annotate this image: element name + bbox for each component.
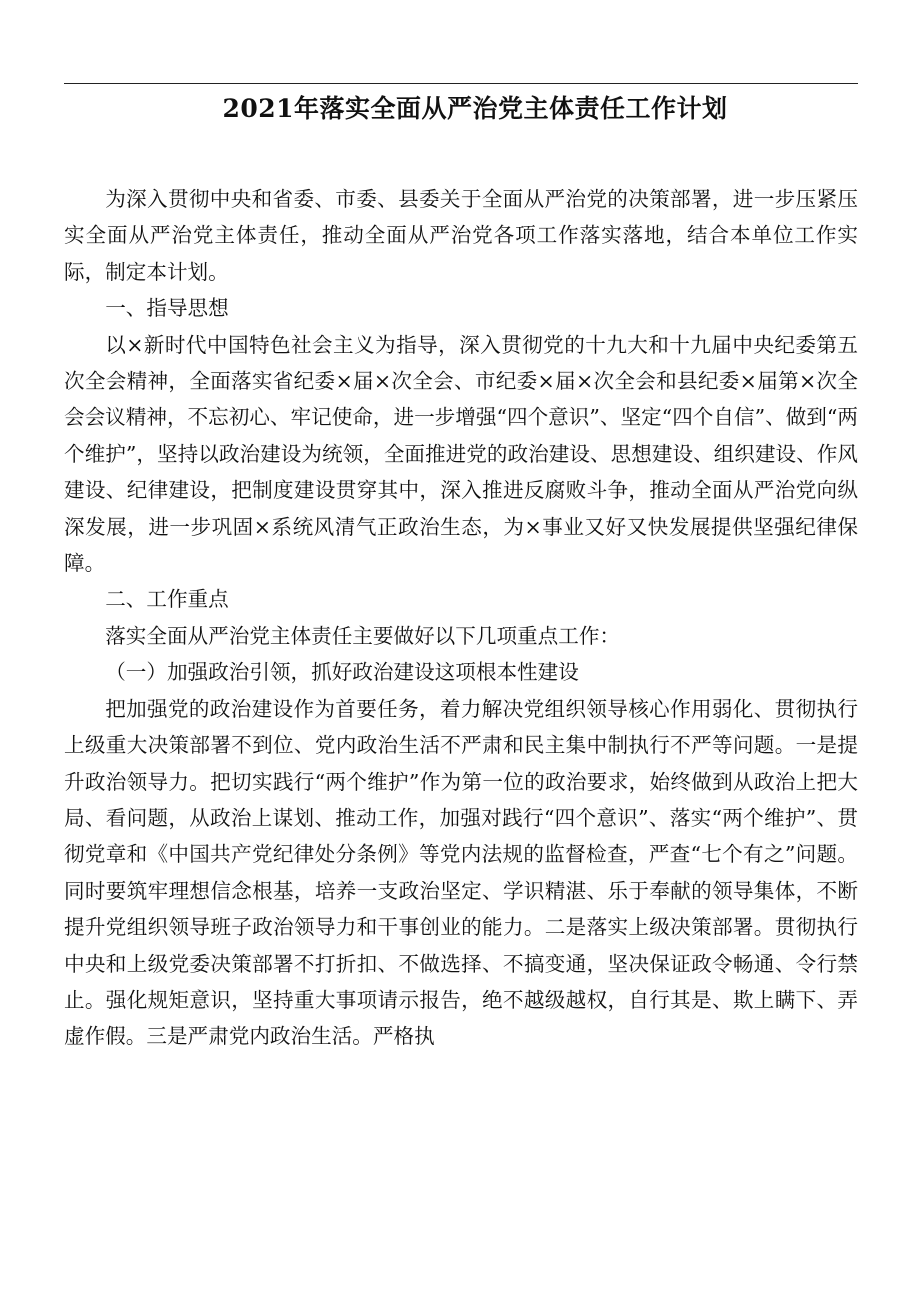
- intro-paragraph: 为深入贯彻中央和省委、市委、县委关于全面从严治党的决策部署，进一步压紧压实全面从严治党主体责任，推动全面从严治党各项工作落实落地，结合本单位工作实际，制定本计划。: [64, 187, 858, 284]
- header-rule: [64, 83, 858, 84]
- document-body: [64, 181, 858, 1055]
- section-heading-guiding-ideology: 一、指导思想: [105, 296, 229, 321]
- guiding-ideology-paragraph: 以×新时代中国特色社会主义为指导，深入贯彻党的十九大和十九届中央纪委第五次全会精神，全面落实省纪委×届×次全会、市纪委×届×次全会和县纪委×届第×次全会会议精神，不忘初心、牢记使命，进一步增强“四个意识”、坚定“四个自信”、做到“两个维护”，坚持以政治建设为统领，全面推进党的政治建设、思想建设、组织建设、作风建设、纪律建设，把制度建设贯穿其中，深入推进反腐败斗争，推动全面从严治党向纵深发展，进一步巩固×系统风清气正政治生态，为×事业又好又快发展提供坚强纪律保障。: [64, 332, 859, 576]
- document-title: 2021年落实全面从严治党主体责任工作计划: [222, 94, 728, 123]
- political-guidance-paragraph: 把加强党的政治建设作为首要任务，着力解决党组织领导核心作用弱化、贯彻执行上级重大决策部署不到位、党内政治生活不严肃和民主集中制执行不严等问题。一是提升政治领导力。把切实践行“两个维护”作为第一位的政治要求，始终做到从政治上把大局、看问题，从政治上谋划、推动工作，加强对践行“四个意识”、落实“两个维护”、贯彻党章和《中国共产党纪律处分条例》等党内法规的监督检查，严查“七个有之”问题。同时要筑牢理想信念根基，培养一支政治坚定、学识精湛、乐于奉献的领导集体，不断提升党组织领导班子政治领导力和干事创业的能力。二是落实上级决策部署。贯彻执行中央和上级党委决策部署不打折扣、不做选择、不搞变通，坚决保证政令畅通、令行禁止。强化规矩意识，坚持重大事项请示报告，绝不越级越权，自行其是、欺上瞒下、弄虚作假。三是严肃党内政治生活。严格执: [64, 696, 858, 1049]
- subsection-heading-political-guidance: （一）加强政治引领，抓好政治建设这项根本性建设: [105, 660, 579, 685]
- work-focus-intro: 落实全面从严治党主体责任主要做好以下几项重点工作：: [105, 623, 621, 648]
- section-heading-work-focus: 二、工作重点: [105, 587, 229, 612]
